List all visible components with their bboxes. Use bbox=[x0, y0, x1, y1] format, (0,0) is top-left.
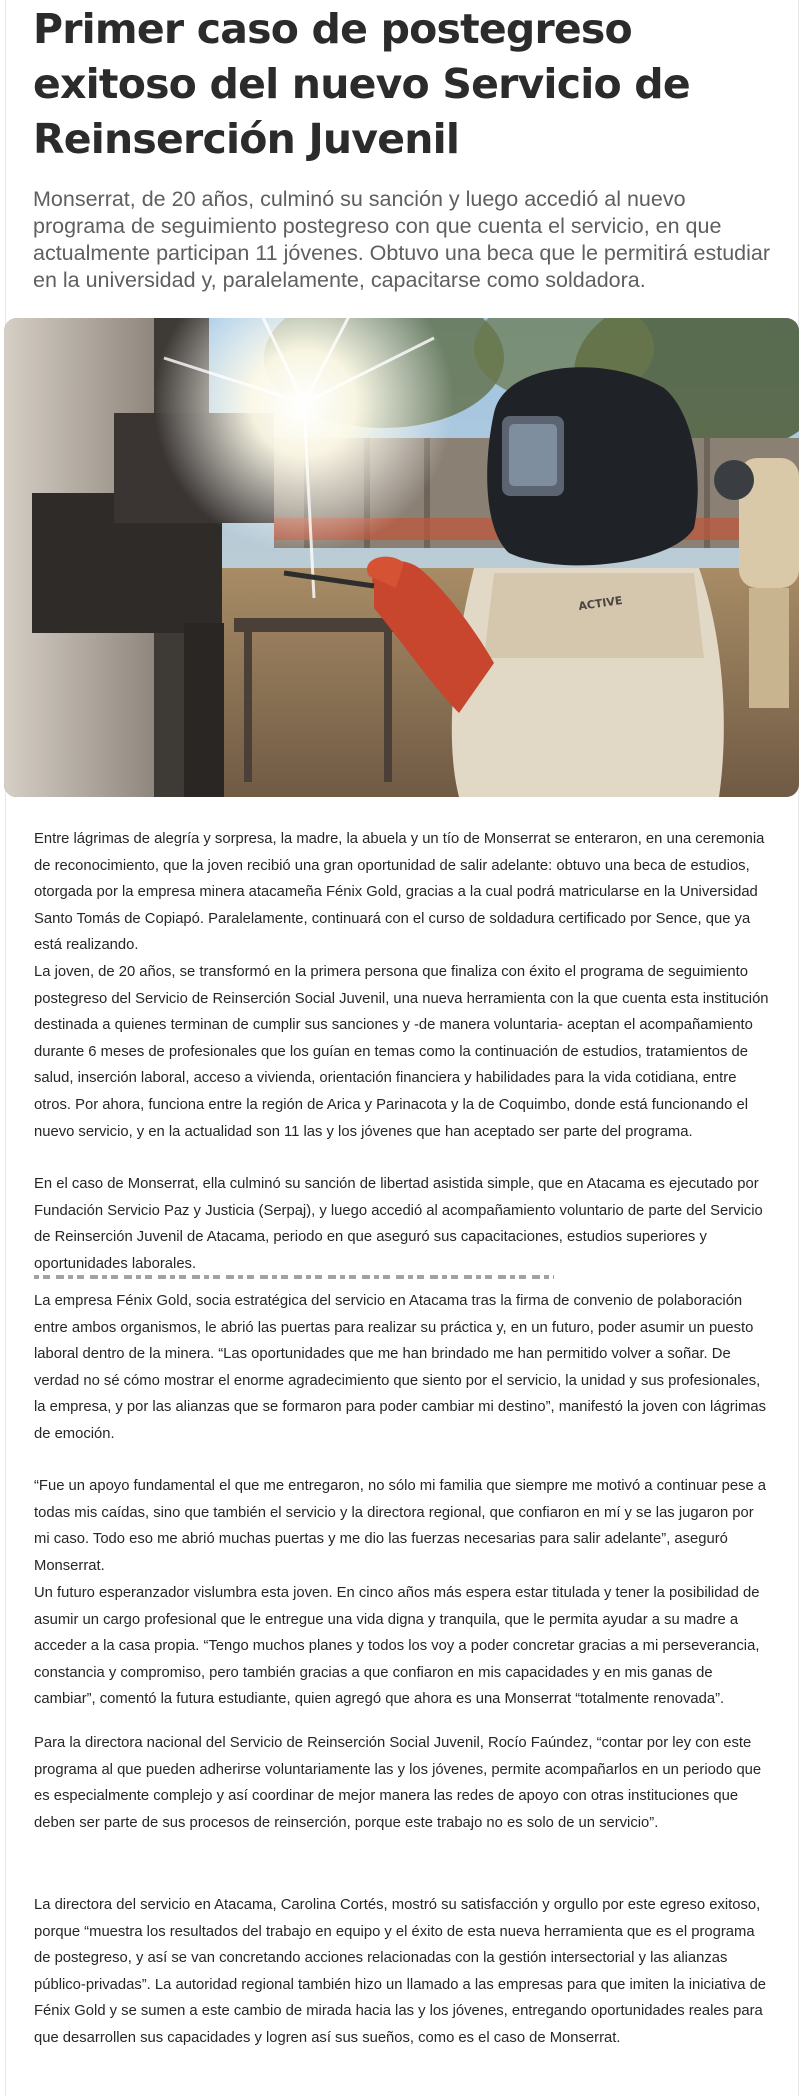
article-paragraph-3: En el caso de Monserrat, ella culminó su sanción de libertad asistida simple, que en Atacama es ejecutado por Fundación Servicio Paz y Justicia (Serpaj), y luego accedió al acompañamiento voluntario de parte del Servicio de Reinserción Juvenil de Atacama, periodo en que aseguró sus capacitaciones, estudios superiores y oportunidades laborales. bbox=[34, 1176, 763, 1272]
article-paragraph-8: La directora del servicio en Atacama, Carolina Cortés, mostró su satisfacción y orgullo por este egreso exitoso, porque “muestra los resultados del trabajo en equipo y el éxito de esta nueva herramienta que es el programa de postegreso, y así se van concretando acciones relacionadas con la gestión intersectorial y las alianzas público-privadas”. La autoridad regional también hizo un llamado a las empresas para que imiten la iniciativa de Fénix Gold y se sumen a este cambio de mirada hacia las y los jóvenes, entregando oportunidades reales para que desarrollen sus capacidades y logren así sus sueños, como es el caso de Monserrat. bbox=[34, 1897, 767, 2046]
article-paragraph-4: La empresa Fénix Gold, socia estratégica del servicio en Atacama tras la firma de convenio de polaboración entre ambos organismos, le abrió las puertas para realizar su práctica y, en un futuro, poder asumir un puesto laboral dentro de la minera. “Las oportunidades que me han brindado me han permitido volver a soñar. De verdad no sé cómo mostrar el enorme agradecimiento que siento por el servicio, la unidad y sus profesionales, la empresa, y por las alianzas que se formaron para poder cambiar mi destino”, manifestó la joven con lágrimas de emoción. bbox=[34, 1293, 766, 1442]
article-paragraph-1: Entre lágrimas de alegría y sorpresa, la madre, la abuela y un tío de Monserrat se enteraron, en una ceremonia de reconocimiento, que la joven recibió una gran oportunidad de salir adelante: obtuvo una beca de estudios, otorgada por la empresa minera atacameña Fénix Gold, gracias a la cual podrá matricularse en la Universidad Santo Tomás de Copiapó. Paralelamente, continuará con el curso de soldadura certificado por Sence, que ya está realizando. bbox=[34, 831, 765, 954]
left-page-border bbox=[5, 0, 6, 2096]
clipped-text-line bbox=[34, 1271, 554, 1280]
article-paragraph-5: “Fue un apoyo fundamental el que me entregaron, no sólo mi familia que siempre me motivó a continuar pese a todas mis caídas, sino que también el servicio y la directora regional, que confiaron en mí y se las jugaron por mi caso. Todo eso me abrió muchas puertas y me dio las fuerzas necesarias para salir adelante”, aseguró Monserrat. bbox=[34, 1478, 767, 1574]
right-page-border bbox=[798, 0, 799, 2096]
article-photo-welder bbox=[4, 318, 799, 797]
article-subtitle: Monserrat, de 20 años, culminó su sanción y luego accedió al nuevo programa de seguimiento postegreso con que cuenta el servicio, en que actualmente participan 11 jóvenes. Obtuvo una beca que le permitirá estudiar en la universidad y, paralelamente, capacitarse como soldadora. bbox=[33, 187, 771, 292]
helmet-brand-text: ACTIVE bbox=[577, 593, 624, 613]
article-paragraph-6: Un futuro esperanzador vislumbra esta joven. En cinco años más espera estar titulada y tener la posibilidad de asumir un cargo profesional que le entregue una vida digna y tranquila, que le permita ayudar a su madre a acceder a la casa propia. “Tengo muchos planes y todos los voy a poder concretar gracias a mi perseverancia, constancia y compromiso, pero también gracias a que confiaron en mis capacidades y en mis ganas de cambiar”, comentó la futura estudiante, quien agregó que ahora es una Monserrat “totalmente renovada”. bbox=[34, 1585, 760, 1708]
article-paragraph-2: La joven, de 20 años, se transformó en la primera persona que finaliza con éxito el programa de seguimiento postegreso del Servicio de Reinserción Social Juvenil, una nueva herramienta con la que cuenta esta institución destinada a quienes terminan de cumplir sus sanciones y -de manera voluntaria- aceptan el acompañamiento durante 6 meses de profesionales que los guían en temas como la continuación de estudios, tratamientos de salud, inserción laboral, acceso a vivienda, orientación financiera y habilidades para la vida cotidiana, entre otros. Por ahora, funciona entre la región de Arica y Parinacota y la de Coquimbo, donde está funcionando el nuevo servicio, y en la actualidad son 11 las y los jóvenes que han aceptado ser parte del programa. bbox=[34, 964, 769, 1140]
welder-photo-illustration bbox=[4, 318, 799, 797]
article-paragraph-7: Para la directora nacional del Servicio de Reinserción Social Juvenil, Rocío Faúndez, “contar por ley con este programa al que pueden adherirse voluntariamente las y los jóvenes, permite acompañarlos en un periodo que es especialmente complejo y así coordinar de mejor manera las redes de apoyo con otras instituciones que deben ser parte de sus procesos de reinserción, porque este trabajo no es solo de un servicio”. bbox=[34, 1735, 762, 1831]
article-title: Primer caso de postegreso exitoso del nuevo Servicio de Reinserción Juvenil bbox=[33, 5, 690, 163]
